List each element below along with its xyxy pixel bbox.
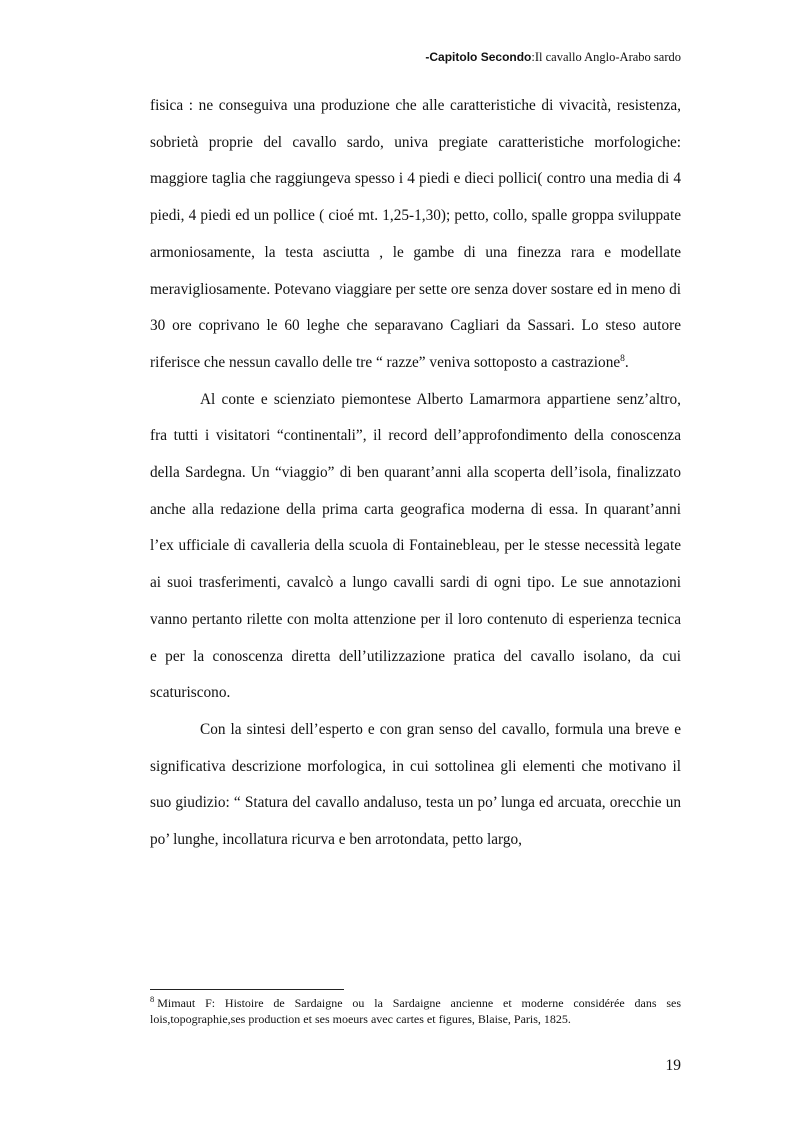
paragraph-2-text: Al conte e scienziato piemontese Alberto Lamarmora appartiene senz’altro, fra tutti i visitatori “continentali”, il record dell’approfondimento della conoscenza della Sardegna. Un “viaggio” di ben quarant’anni alla scoperta dell’isola, finalizzato anche alla redazione della prima carta geografica moderna di essa. In quarant’anni l’ex ufficiale di cavalleria della scuola di Fontainebleau, per le stesse necessità legate ai suoi trasferimenti, cavalcò a lungo cavalli sardi di ogni tipo. Le sue annotazioni vanno pertanto rilette con molta attenzione per il loro contenuto di esperienza tecnica e per la conoscenza diretta dell’utilizzazione pratica del cavallo isolano, da cui scaturiscono. <box>150 390 681 702</box>
paragraph-3 <box>150 712 681 859</box>
body-text <box>150 88 681 859</box>
paragraph-1-text: fisica : ne conseguiva una produzione che alle caratteristiche di vivacità, resistenza, sobrietà proprie del cavallo sardo, univa pregiate caratteristiche morfologiche: maggiore taglia che raggiungeva spesso i 4 piedi e dieci pollici( contro una media di 4 piedi, 4 piedi ed un pollice ( cioé mt. 1,25-1,30); petto, collo, spalle groppa sviluppate armoniosamente, la testa asciutta , le gambe di una finezza rara e modellate meravigliosamente. Potevano viaggiare per sette ore senza dover sostare ed in meno di 30 ore coprivano le 60 leghe che separavano Cagliari da Sassari. Lo steso autore riferisce che nessun cavallo delle tre “ razze” veniva sottoposto a castrazione <box>150 97 681 371</box>
paragraph-3-text: Con la sintesi dell’esperto e con gran senso del cavallo, formula una breve e significativa descrizione morfologica, in cui sottolinea gli elementi che motivano il suo giudizio: “ Statura del cavallo andaluso, testa un po’ lunga ed arcuata, orecchie un po’ lunghe, incollatura ricurva e ben arrotondata, petto largo, <box>150 720 681 849</box>
paragraph-1-end: . <box>624 353 629 371</box>
footnote-divider <box>150 989 344 990</box>
running-header <box>425 50 681 65</box>
chapter-title: :Il cavallo Anglo-Arabo sardo <box>531 50 681 64</box>
footnote-marker: 8 <box>150 994 155 1004</box>
footnote <box>150 996 681 1027</box>
page-number: 19 <box>665 1057 681 1074</box>
footnote-text: Mimaut F: Histoire de Sardaigne ou la Sardaigne ancienne et moderne considérée dans ses lois,topographie,ses production et ses moeurs avec cartes et figures, Blaise, Paris, 1825. <box>150 996 681 1026</box>
paragraph-2 <box>150 382 681 712</box>
footnote-reference[interactable]: 8 <box>620 353 625 364</box>
paragraph-1 <box>150 88 681 382</box>
chapter-label: -Capitolo Secondo <box>425 50 532 64</box>
